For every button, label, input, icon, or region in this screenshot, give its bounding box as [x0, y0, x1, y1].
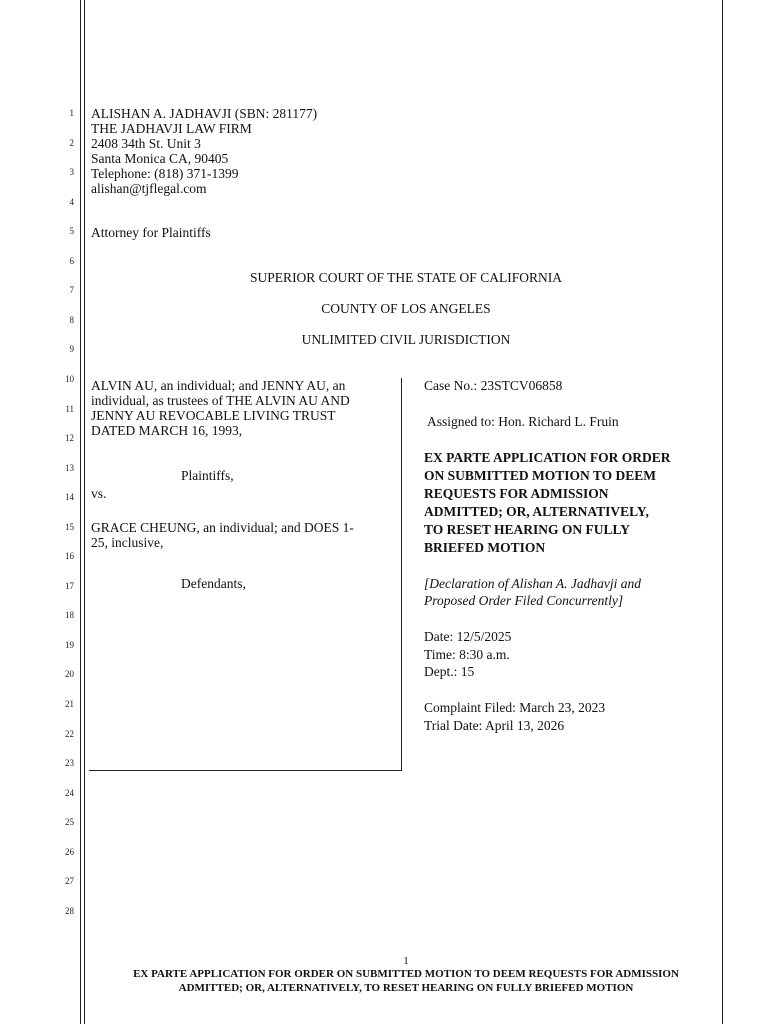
- plaintiffs-line: ALVIN AU, an individual; and JENNY AU, an: [91, 378, 346, 393]
- plaintiffs-caption: [91, 378, 350, 438]
- declaration-line: Proposed Order Filed Concurrently]: [424, 593, 624, 608]
- line-number: 10: [65, 373, 74, 384]
- line-number: 14: [65, 492, 74, 503]
- line-number: 24: [65, 787, 74, 798]
- attorney-name: ALISHAN A. JADHAVJI (SBN: 281177): [91, 106, 318, 121]
- line-number: 27: [65, 876, 74, 887]
- court-name: SUPERIOR COURT OF THE STATE OF CALIFORNIA: [250, 270, 562, 285]
- plaintiffs-line: individual, as trustees of THE ALVIN AU AND: [91, 393, 350, 408]
- court-county: COUNTY OF LOS ANGELES: [321, 301, 491, 316]
- left-margin-rule-outer: [80, 0, 81, 1024]
- city-state-zip: Santa Monica CA, 90405: [91, 151, 229, 166]
- right-margin-rule: [722, 0, 723, 1024]
- page-number: 1: [403, 955, 409, 967]
- complaint-filed: Complaint Filed: March 23, 2023: [424, 700, 606, 715]
- plaintiffs-label: Plaintiffs,: [181, 468, 234, 483]
- line-number: 3: [69, 167, 74, 178]
- versus-label: vs.: [91, 486, 107, 501]
- case-number: Case No.: 23STCV06858: [424, 378, 563, 393]
- defendants-line: GRACE CHEUNG, an individual; and DOES 1-: [91, 520, 354, 535]
- attorney-block: [91, 106, 317, 196]
- line-number: 20: [65, 669, 74, 680]
- line-number: 21: [65, 699, 74, 709]
- line-number: 16: [65, 551, 74, 562]
- line-number: 22: [65, 728, 74, 739]
- line-number: 12: [65, 433, 74, 444]
- document-title: [424, 449, 671, 557]
- footer-title: [84, 968, 728, 995]
- telephone: Telephone: (818) 371-1399: [91, 166, 239, 181]
- document-title-line: REQUESTS FOR ADMISSION: [424, 486, 609, 501]
- declaration-line: [Declaration of Alishan A. Jadhavji and: [424, 576, 641, 591]
- footer-title-line: ADMITTED; OR, ALTERNATIVELY, TO RESET HEARING ON FULLY BRIEFED MOTION: [178, 981, 634, 994]
- plaintiffs-line: DATED MARCH 16, 1993,: [91, 423, 243, 438]
- line-number: 11: [65, 403, 74, 414]
- hearing-time: Time: 8:30 a.m.: [424, 646, 510, 662]
- line-number: 1: [69, 108, 74, 118]
- email: alishan@tjflegal.com: [91, 181, 207, 196]
- hearing-dept: Dept.: 15: [424, 664, 475, 679]
- defendants-caption: [91, 520, 354, 550]
- line-number: 8: [69, 314, 74, 325]
- document-title-line: EX PARTE APPLICATION FOR ORDER: [424, 450, 671, 465]
- line-number: 13: [65, 462, 74, 473]
- document-title-line: TO RESET HEARING ON FULLY: [424, 522, 631, 537]
- hearing-date: Date: 12/5/2025: [424, 629, 512, 644]
- document-title-line: ON SUBMITTED MOTION TO DEEM: [424, 468, 657, 483]
- document-title-line: ADMITTED; OR, ALTERNATIVELY,: [424, 504, 649, 519]
- court-jurisdiction: UNLIMITED CIVIL JURISDICTION: [301, 332, 511, 347]
- plaintiffs-line: JENNY AU REVOCABLE LIVING TRUST: [91, 408, 336, 423]
- line-number: 25: [65, 817, 74, 828]
- line-number: 2: [69, 137, 74, 148]
- trial-date: Trial Date: April 13, 2026: [424, 717, 565, 733]
- line-number: 19: [65, 639, 74, 650]
- footer-title-line: EX PARTE APPLICATION FOR ORDER ON SUBMITTED MOTION TO DEEM REQUESTS FOR ADMISSION: [133, 968, 679, 980]
- left-margin-rule-inner: [84, 0, 85, 1024]
- defendants-line: 25, inclusive,: [91, 535, 164, 550]
- line-number: 18: [65, 610, 74, 621]
- attorney-role: Attorney for Plaintiffs: [91, 225, 211, 240]
- line-number: 15: [65, 521, 74, 532]
- law-firm-name: THE JADHAVJI LAW FIRM: [91, 121, 252, 136]
- line-number: 5: [69, 226, 74, 237]
- filing-info: [424, 699, 605, 734]
- line-number: 17: [65, 580, 74, 591]
- line-number: 7: [69, 285, 74, 296]
- line-number: 4: [69, 196, 74, 207]
- line-number: 9: [69, 344, 74, 355]
- assigned-judge: Assigned to: Hon. Richard L. Fruin: [427, 414, 619, 429]
- line-number: 26: [65, 846, 74, 857]
- defendants-label: Defendants,: [181, 576, 246, 591]
- line-number: 6: [69, 255, 74, 266]
- hearing-info: [424, 628, 511, 681]
- line-number: 28: [65, 905, 74, 916]
- line-number: 23: [65, 758, 74, 769]
- street-address: 2408 34th St. Unit 3: [91, 136, 201, 151]
- declaration-note: [424, 575, 641, 609]
- document-title-line: BRIEFED MOTION: [424, 540, 546, 555]
